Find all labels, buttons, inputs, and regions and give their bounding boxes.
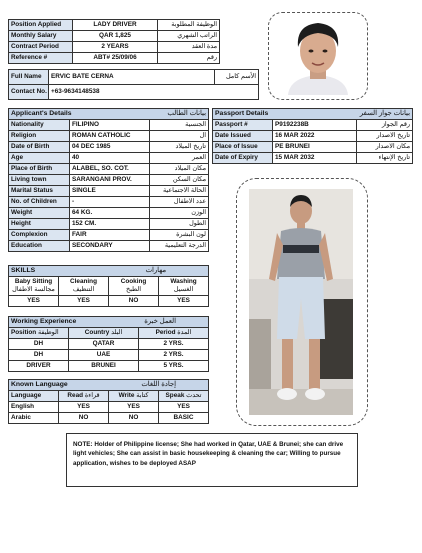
passport-header [213,109,413,120]
note-box [66,433,358,487]
exp-position-head: Position الوظيفة [9,328,69,339]
exp-row-1-period: 2 YRS. [139,339,209,350]
place-issue-label: Place of Issue [213,142,273,153]
passport-title: Passport Details [215,109,269,117]
dob-label: Date of Birth [9,142,70,153]
skills-header [9,266,209,277]
full-name-value: ERVIC BATE CERNA [49,70,215,85]
exp-row-1-country: QATAR [69,339,139,350]
weight-label: Weight [9,208,70,219]
complexion-value: FAIR [70,230,150,241]
age-ar: العمر [150,153,209,164]
education-ar: الدرجة التعليمية [150,241,209,252]
contract-period-ar: مدة العقد [158,42,220,53]
skill-washing-value: YES [159,296,209,307]
monthly-salary-label: Monthly Salary [9,31,73,42]
exp-row-2-period: 2 YRS. [139,350,209,361]
exp-row-1-position: DH [9,339,69,350]
date-issued-label: Date Issued [213,131,273,142]
height-ar: الطول [150,219,209,230]
nationality-ar: الجنسية [150,120,209,131]
pob-value: ALABEL, SO. COT. [70,164,150,175]
applicant-header [9,109,209,120]
language-title-ar: إجادة اللغات [141,380,176,388]
position-applied-value: LADY DRIVER [73,20,158,31]
religion-value: ROMAN CATHOLIC [70,131,150,142]
dob-ar: تاريخ الميلاد [150,142,209,153]
skill-cooking: Cooking الطبخ [109,277,159,296]
lang-row-1-language: English [9,402,59,413]
exp-row-3-position: DRIVER [9,361,69,372]
contact-value: +63-9634148538 [49,85,259,100]
living-town-value: SARANGANI PROV. [70,175,150,186]
passport-no-value: P9192238B [273,120,357,131]
exp-row-3-period: 5 YRS. [139,361,209,372]
place-issue-ar: مكان الاصدار [357,142,413,153]
lang-language-head: Language [9,391,59,402]
full-body-photo-frame [236,178,368,426]
head-photo-frame [268,12,368,100]
height-label: Height [9,219,70,230]
living-town-ar: مكان السكن [150,175,209,186]
position-applied-label: Position Applied [9,20,73,31]
date-issued-ar: تاريخ الاصدار [357,131,413,142]
age-value: 40 [70,153,150,164]
applicant-title: Applicant's Details [11,109,72,117]
head-photo [282,17,354,95]
expiry-value: 15 MAR 2032 [273,153,357,164]
expiry-ar: تاريخ الإنتهاء [357,153,413,164]
living-town-label: Living town [9,175,70,186]
lang-speak-head: Speak تحدث [159,391,209,402]
language-table [8,379,209,424]
education-label: Education [9,241,70,252]
full-body-photo [249,189,353,415]
skill-cleaning-value: YES [59,296,109,307]
monthly-salary-value: QAR 1,825 [73,31,158,42]
dob-value: 04 DEC 1985 [70,142,150,153]
contact-table [8,69,259,100]
passport-no-label: Passport # [213,120,273,131]
height-value: 152 CM. [70,219,150,230]
skill-baby-sitting: Baby Sitting مجالسة الاطفال [9,277,59,296]
pob-label: Place of Birth [9,164,70,175]
full-name-label: Full Name [9,70,49,85]
age-label: Age [9,153,70,164]
experience-table [8,316,209,372]
passport-table [212,108,413,164]
lang-row-1-speak: YES [159,402,209,413]
marital-status-label: Marital Status [9,186,70,197]
language-title: Known Language [11,380,68,388]
skills-title: SKILLS [11,266,36,274]
religion-ar: ال [150,131,209,142]
monthly-salary-ar: الراتب الشهري [158,31,220,42]
exp-country-head: Country البلد [69,328,139,339]
children-ar: عدد الاطفال [150,197,209,208]
contract-period-value: 2 YEARS [73,42,158,53]
children-value: - [70,197,150,208]
place-issue-value: PE BRUNEI [273,142,357,153]
job-table [8,19,220,64]
full-name-ar: الأسم كامل [215,70,259,85]
experience-header [9,317,209,328]
lang-row-2-speak: BASIC [159,413,209,424]
pob-ar: مكان الميلاد [150,164,209,175]
reference-ar: رقم [158,53,220,64]
weight-value: 64 KG. [70,208,150,219]
exp-row-3-country: BRUNEI [69,361,139,372]
note-text: NOTE: Holder of Philippine license; She had worked in Qatar, UAE & Brunei; she can drive light vehicles; She can assist in basic housekeeping & cleaning the car; Willing to pursue application, wishes to be deployed ASAP [73,441,344,467]
exp-row-2-country: UAE [69,350,139,361]
complexion-label: Complexion [9,230,70,241]
lang-read-head: Read قراءة [59,391,109,402]
skill-washing: Washing الغسيل [159,277,209,296]
applicant-table [8,108,209,252]
education-value: SECONDARY [70,241,150,252]
nationality-value: FILIPINO [70,120,150,131]
religion-label: Religion [9,131,70,142]
skill-cleaning: Cleaning التنظيف [59,277,109,296]
experience-title-ar: العمل خبرة [144,317,177,325]
date-issued-value: 16 MAR 2022 [273,131,357,142]
expiry-label: Date of Expiry [213,153,273,164]
passport-title-ar: بيانات جواز السفر [359,109,410,117]
skill-cooking-value: NO [109,296,159,307]
applicant-title-ar: بيانات الطالب [167,109,207,117]
contact-label: Contact No. [9,85,49,100]
children-label: No. of Children [9,197,70,208]
exp-period-head: Period المدة [139,328,209,339]
passport-no-ar: رقم الجواز [357,120,413,131]
marital-status-value: SINGLE [70,186,150,197]
lang-row-2-language: Arabic [9,413,59,424]
skills-table [8,265,209,307]
nationality-label: Nationality [9,120,70,131]
lang-row-2-write: NO [109,413,159,424]
position-applied-ar: الوظيفة المطلوبة [158,20,220,31]
skills-title-ar: مهارات [145,266,167,274]
experience-title: Working Experience [11,317,77,325]
lang-row-1-read: YES [59,402,109,413]
marital-status-ar: الحالة الاجتماعية [150,186,209,197]
lang-row-2-read: NO [59,413,109,424]
skill-baby-sitting-value: YES [9,296,59,307]
contract-period-label: Contract Period [9,42,73,53]
lang-write-head: Write كتابة [109,391,159,402]
weight-ar: الوزن [150,208,209,219]
lang-row-1-write: YES [109,402,159,413]
reference-value: ABT# 25/09/06 [73,53,158,64]
exp-row-2-position: DH [9,350,69,361]
language-header [9,380,209,391]
complexion-ar: لون البشرة [150,230,209,241]
reference-label: Reference # [9,53,73,64]
